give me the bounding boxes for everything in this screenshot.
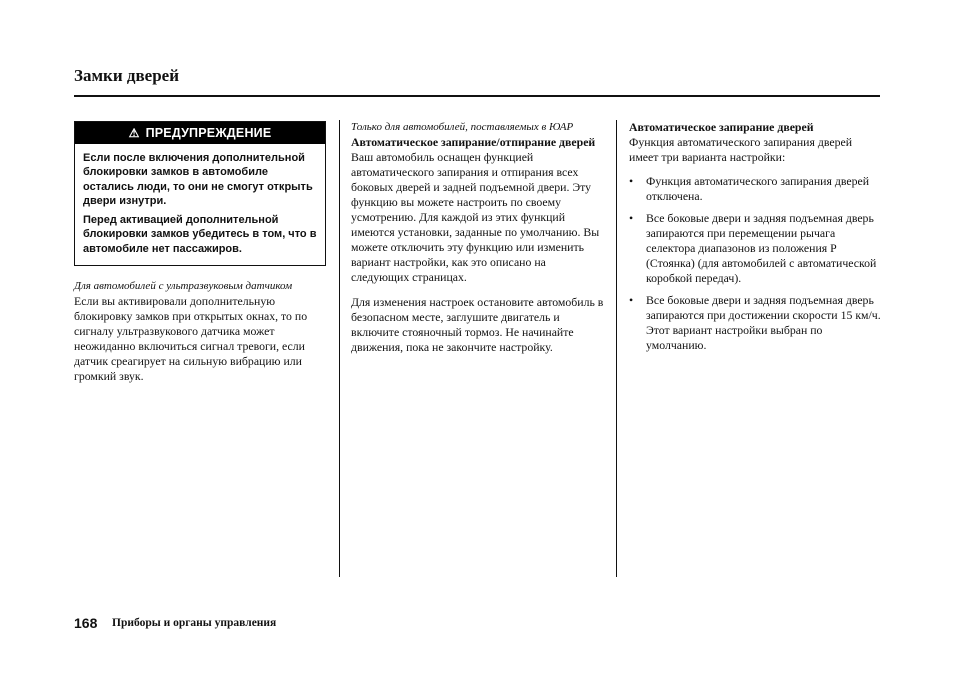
section-subtitle: Для автомобилей с ультразвуковым датчиком	[74, 280, 293, 293]
warning-paragraph: Перед активацией дополнительной блокировки замков убедитесь в том, что в автомобиле нет пассажиров.	[83, 214, 317, 255]
body-paragraph: Функция автоматического запирания дверей имеет три варианта настройки:	[629, 135, 853, 164]
page-title: Замки дверей	[74, 66, 180, 85]
settings-list	[629, 174, 881, 353]
warning-header	[75, 122, 325, 144]
page-number: 168	[74, 615, 98, 631]
warning-paragraph: Если после включения дополнительной блокировки замков в автомобиле остались люди, то они не смогут открыть двери изнутри.	[83, 152, 313, 207]
bullet-icon: •	[629, 293, 634, 307]
list-item: • Все боковые двери и задняя подъемная дверь запираются при перемещении рычага селектора диапазонов из положения P (Стоянка) (для автомобилей с автоматической коробкой передач).	[629, 211, 877, 285]
warning-body	[75, 144, 325, 265]
bullet-icon: •	[629, 211, 634, 225]
column-left	[74, 120, 328, 384]
title-divider	[74, 95, 880, 97]
warning-triangle-icon: ⚠	[128, 126, 140, 140]
column-middle	[351, 120, 605, 355]
body-paragraph: Для изменения настроек остановите автомобиль в безопасном месте, заглушите двигатель и включите стояночный тормоз. Не начинайте движения, пока не закончите настройку.	[351, 295, 604, 354]
section-heading: Автоматическое запирание дверей	[629, 120, 814, 134]
body-paragraph: Ваш автомобиль оснащен функцией автоматического запирания и отпирания всех боковых дверей и задней подъемной двери. Эту функцию вы можете настроить по своему усмотрению. Для каждой из этих функций имеются установки, заданные по умолчанию. Вы можете отключить эту функцию или изменить вариант настройки, как это описано на следующих страницах.	[351, 150, 600, 284]
column-right	[629, 120, 881, 360]
warning-title: ПРЕДУПРЕЖДЕНИЕ	[145, 126, 272, 140]
bullet-icon: •	[629, 174, 634, 188]
warning-box	[74, 121, 326, 266]
list-item: • Все боковые двери и задняя подъемная дверь запираются при достижении скорости 15 км/ч. Этот вариант настройки выбран по умолчанию.	[629, 293, 881, 352]
column-divider	[339, 120, 340, 577]
default-note: Этот вариант настройки выбран по умолчанию.	[646, 323, 823, 352]
section-name: Приборы и органы управления	[112, 617, 277, 629]
section-subtitle: Только для автомобилей, поставляемых в ЮАР	[351, 121, 574, 133]
section-heading: Автоматическое запирание/отпирание дверей	[351, 135, 596, 149]
body-paragraph: Если вы активировали дополнительную блокировку замков при открытых окнах, то по сигналу ультразвукового датчика может неожиданно включиться сигнал тревоги, если датчик среагирует на сильную вибрацию или громкий звук.	[74, 294, 308, 384]
list-item: • Функция автоматического запирания дверей отключена.	[629, 174, 870, 203]
column-divider	[616, 120, 617, 577]
